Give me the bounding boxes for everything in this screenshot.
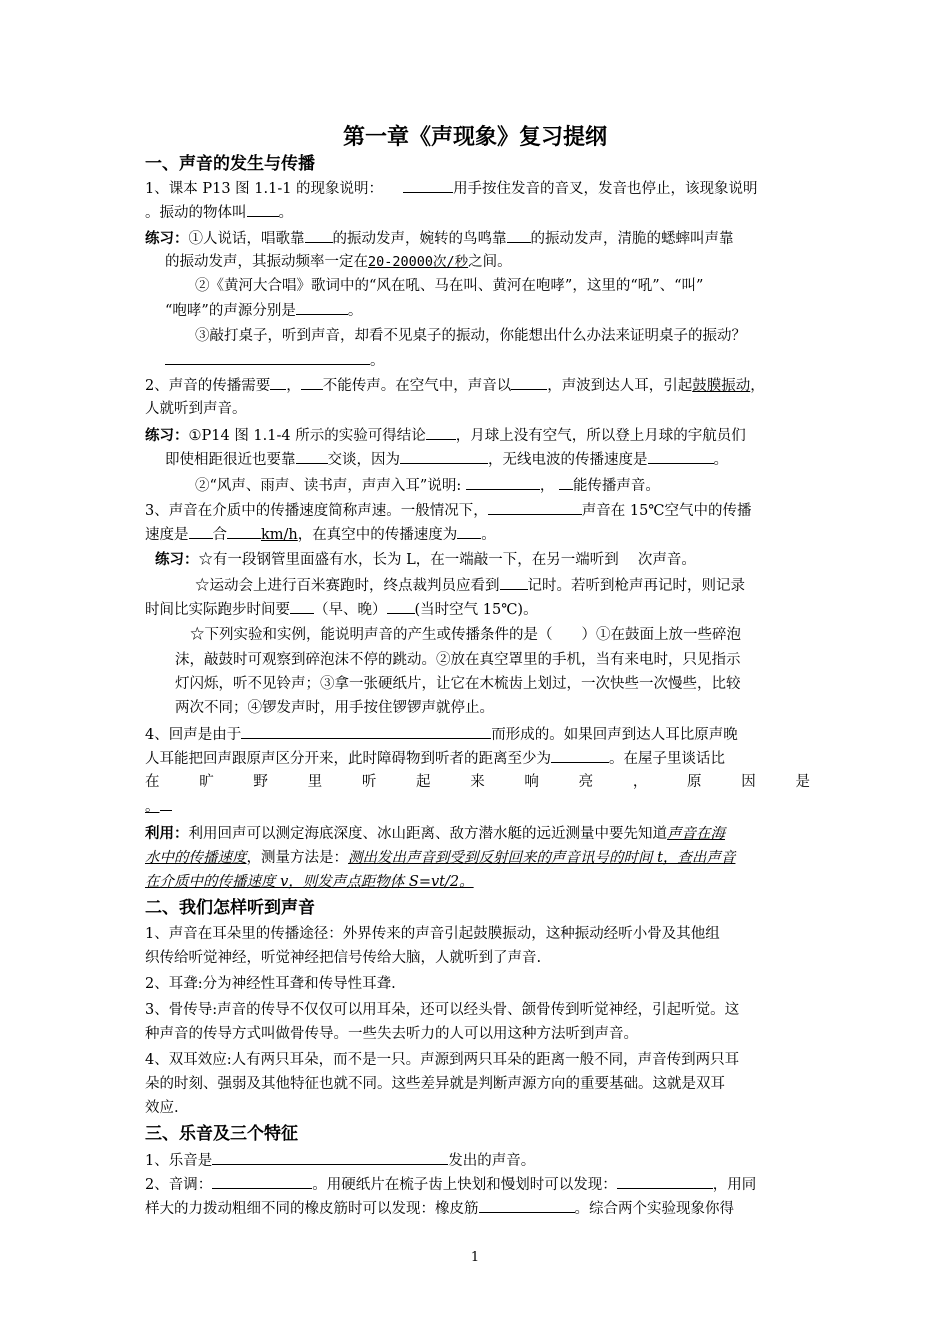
s1-exercise8-line1: ☆下列实验和实例，能说明声音的产生或传播条件的是（ ）①在鼓面上放一些碎泡 [190,627,741,643]
s1-use-line2: 水中的传播速度，测量方法是：测出发出声音到受到反射回来的声音讯号的时间 t，查出声音 [145,850,736,866]
section-3-heading: 三、乐音及三个特征 [145,1124,298,1144]
s1-exercise2-line1: ②《黄河大合唱》歌词中的“风在吼、马在叫、黄河在咆哮”，这里的“吼”、“叫” [195,278,704,294]
s3-p1: 1、乐音是 发出的声音。 [145,1148,810,1173]
s1-exercise6: 练习：☆有一段钢管里面盛有水，长为 L，在一端敲一下，在另一端听到 次声音。 [155,551,696,568]
spread-char: 听 [361,774,377,790]
s2-line4: 3、骨传导:声音的传导不仅仅可以用耳朵，还可以经头骨、颌骨传到听觉神经，引起听觉。这 [145,1002,740,1018]
page-number: 1 [470,1250,480,1265]
s1-exercise7-line2: 时间比实际跑步时间要 （早、晚） (当时空气 15℃)。 [145,597,810,622]
spread-char: 因 [741,774,756,790]
s1-exercise3-line2: 。 [165,348,810,373]
spread-char: 旷 [199,774,214,790]
spread-char: 是 [795,774,810,790]
s1-exercise1-line2: 的振动发声，其振动频率一定在20-20000次/秒之间。 [165,254,512,270]
s1-exercise8-line2: 沫，敲鼓时可观察到碎泡沫不停的跳动。②放在真空罩里的手机，当有来电时，只见指示 [175,652,741,668]
page-title: 第一章《声现象》复习提纲 [342,124,607,150]
s2-line6: 4、双耳效应:人有两只耳朵，而不是一只。声源到两只耳朵的距离一般不同，声音传到两只耳 [145,1052,740,1068]
s1-use-line3: 在介质中的传播速度 v，则发声点距物体 S=vt/2。 [145,874,474,890]
s2-line1: 1、声音在耳朵里的传播途径：外界传来的声音引起鼓膜振动，这种振动经听小骨及其他组 [145,926,720,942]
s1-p3-line1: 3、声音在介质中的传播速度简称声速。一般情况下， 声音在 15℃空气中的传播 [145,498,810,523]
spread-char: ， [632,774,648,790]
s1-exercise4-line2: 即使相距很近也要靠 交谈，因为 ，无线电波的传播速度是 。 [165,447,810,472]
spread-char: 野 [253,774,268,790]
spread-char: 里 [307,774,323,790]
s1-p2-line1: 2、声音的传播需要 ， 不能传声。在空气中，声音以 ，声波到达人耳，引起鼓膜振动， [145,373,810,398]
s1-exercise5: ②“风声、雨声、读书声，声声入耳”说明: ， 能传播声音。 [195,473,810,498]
spread-char: 来 [470,774,485,790]
s1-exercise7-line1: ☆运动会上进行百米赛跑时，终点裁判员应看到 记时。若听到枪声再记时，则记录 [195,573,810,598]
s1-p3-line2: 速度是 合 km/h，在真空中的传播速度为 。 [145,522,810,547]
s1-p1-line1: 1、课本 P13 图 1.1-1 的现象说明： 用手按住发音的音叉，发音也停止，该现象说明 [145,176,810,201]
s3-p2-line2: 样大的力拨动粗细不同的橡皮筋时可以发现：橡皮筋 。综合两个实验现象你得 [145,1196,810,1221]
s1-p4-line4: 。 [145,794,810,819]
s3-p2-line1: 2、音调： 。用硬纸片在梳子齿上快划和慢划时可以发现： ，用同 [145,1172,810,1197]
s1-exercise4-line1: 练习：①P14 图 1.1-4 所示的实验可得结论 ，月球上没有空气，所以登上月球的宇航员们 [145,423,810,448]
s2-line2: 织传给听觉神经，听觉神经把信号传给大脑，人就听到了声音. [145,950,542,966]
spread-char: 亮 [578,774,594,790]
s2-line3: 2、耳聋:分为神经性耳聋和传导性耳聋. [145,976,396,992]
s1-p1-line2: 。振动的物体叫 。 [145,200,810,225]
s2-line8: 效应. [145,1100,179,1116]
s1-use-line1: 利用：利用回声可以测定海底深度、冰山距离、敌方潜水艇的远近测量中要先知道声音在海 [145,825,725,842]
s1-p4-line2: 人耳能把回声跟原声区分开来，此时障碍物到听者的距离至少为 。在屋子里谈话比 [145,746,810,771]
s1-exercise3-line1: ③敲打桌子，听到声音，却看不见桌子的振动，你能想出什么办法来证明桌子的振动？ [195,328,746,344]
section-1-heading: 一、声音的发生与传播 [145,154,315,174]
s1-exercise1-line1: 练习：①人说话，唱歌靠 的振动发声，婉转的鸟鸣靠 的振动发声，清脆的蟋蟀叫声靠 [145,226,810,251]
s1-p4-line1: 4、回声是由于 而形成的。如果回声到达人耳比原声晚 [145,722,810,747]
spread-char: 在 [145,774,160,790]
s1-p4-line3 [145,770,810,794]
s1-p2-line2: 人就听到声音。 [145,401,247,417]
spread-char: 起 [416,774,431,790]
s1-exercise2-line2: “咆哮”的声源分别是 。 [165,298,810,323]
s1-exercise8-line3: 灯闪烁，听不见铃声；③拿一张硬纸片，让它在木梳齿上划过，一次快些一次慢些，比较 [175,676,741,692]
s1-exercise8-line4: 两次不同；④锣发声时，用手按住锣锣声就停止。 [175,700,494,716]
spread-char: 原 [687,774,702,790]
s2-line5: 种声音的传导方式叫做骨传导。一些失去听力的人可以用这种方法听到声音。 [145,1026,638,1042]
spread-char: 响 [524,774,539,790]
s2-line7: 朵的时刻、强弱及其他特征也就不同。这些差异就是判断声源方向的重要基础。这就是双耳 [145,1076,725,1092]
section-2-heading: 二、我们怎样听到声音 [145,898,315,918]
